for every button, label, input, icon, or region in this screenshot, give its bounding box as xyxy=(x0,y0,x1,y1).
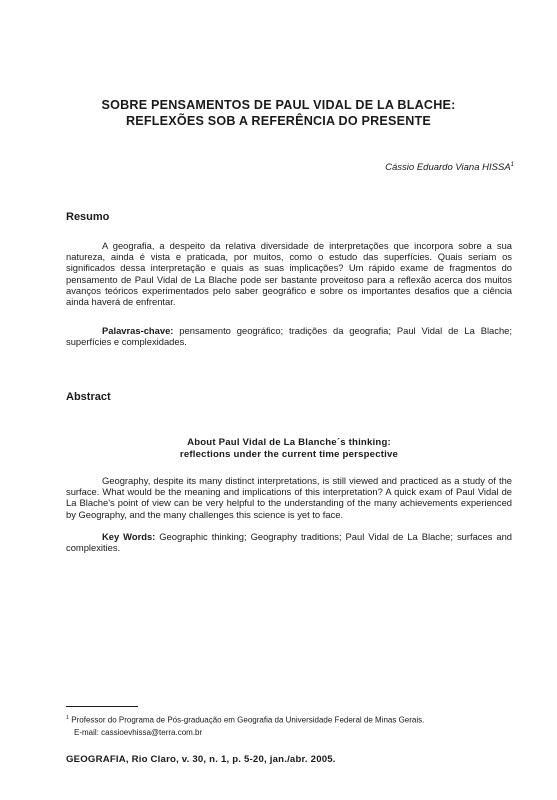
resumo-keywords-text: pensamento geográfico; tradições da geografia; Paul Vidal de La Blache; superfícies e complexidades. xyxy=(66,325,512,348)
abstract-subtitle-line-1: About Paul Vidal de La Blanche´s thinking: xyxy=(187,437,391,448)
abstract-heading: Abstract xyxy=(66,391,111,403)
abstract-subtitle-line-2: reflections under the current time perspective xyxy=(179,449,399,460)
footnote-text: Professor do Programa de Pós-graduação em Geografia da Universidade Federal de Minas Gerais. xyxy=(71,715,425,725)
author-name: Cássio Eduardo Viana HISSA xyxy=(385,162,511,174)
title-line-1: SOBRE PENSAMENTOS DE PAUL VIDAL DE LA BLACHE: xyxy=(101,98,456,112)
resumo-keywords-label: Palavras-chave: xyxy=(102,325,174,336)
resumo-text: A geografia, a despeito da relativa diversidade de interpretações que incorpora sobre a sua natureza, ainda é vista e praticada, por muitos, como o estudo das superfícies. Quais seriam os significados dessa interpretação e quais as suas implicações? Um rápido exame de fragmentos do pensamento de Paul Vidal de La Blache pode ser bastante proveitoso para a reflexão acerca dos muitos avanços teóricos experimentados pelo saber geográfico e sobre os importantes desafios que a ciência ainda haverá de enfrentar. xyxy=(66,240,512,308)
footnote-divider xyxy=(66,706,138,707)
author-line xyxy=(385,162,514,173)
abstract-text: Geography, despite its many distinct interpretations, is still viewed and practiced as a study of the surface. What would be the meaning and implications of this interpretation? A quick exam of Paul Vidal de La Blache's point of view can be very helpful to the understanding of the many achievements experienced by Geography, and the many challenges this science is yet to face. xyxy=(66,475,512,520)
title-line-2: REFLEXÕES SOB A REFERÊNCIA DO PRESENTE xyxy=(126,114,431,128)
abstract-subtitle xyxy=(66,437,512,461)
resumo-heading: Resumo xyxy=(66,211,110,223)
author-footnote-mark: 1 xyxy=(510,162,514,168)
footnote-email: E-mail: cassioevhissa@terra.com.br xyxy=(74,727,203,737)
footnote xyxy=(66,712,516,739)
abstract-body xyxy=(66,475,512,520)
abstract-keywords-text: Geographic thinking; Geography traditions; Paul Vidal de La Blache; surfaces and complexities. xyxy=(66,531,513,554)
abstract-keywords-label: Key Words: xyxy=(102,531,156,542)
footnote-line-1 xyxy=(66,712,516,727)
abstract-keywords xyxy=(66,531,512,553)
footnote-mark: 1 xyxy=(66,715,70,721)
resumo-body xyxy=(66,240,512,307)
resumo-keywords xyxy=(66,325,512,347)
article-title xyxy=(60,97,497,129)
journal-citation: GEOGRAFIA, Rio Claro, v. 30, n. 1, p. 5-20, jan./abr. 2005. xyxy=(66,754,336,765)
